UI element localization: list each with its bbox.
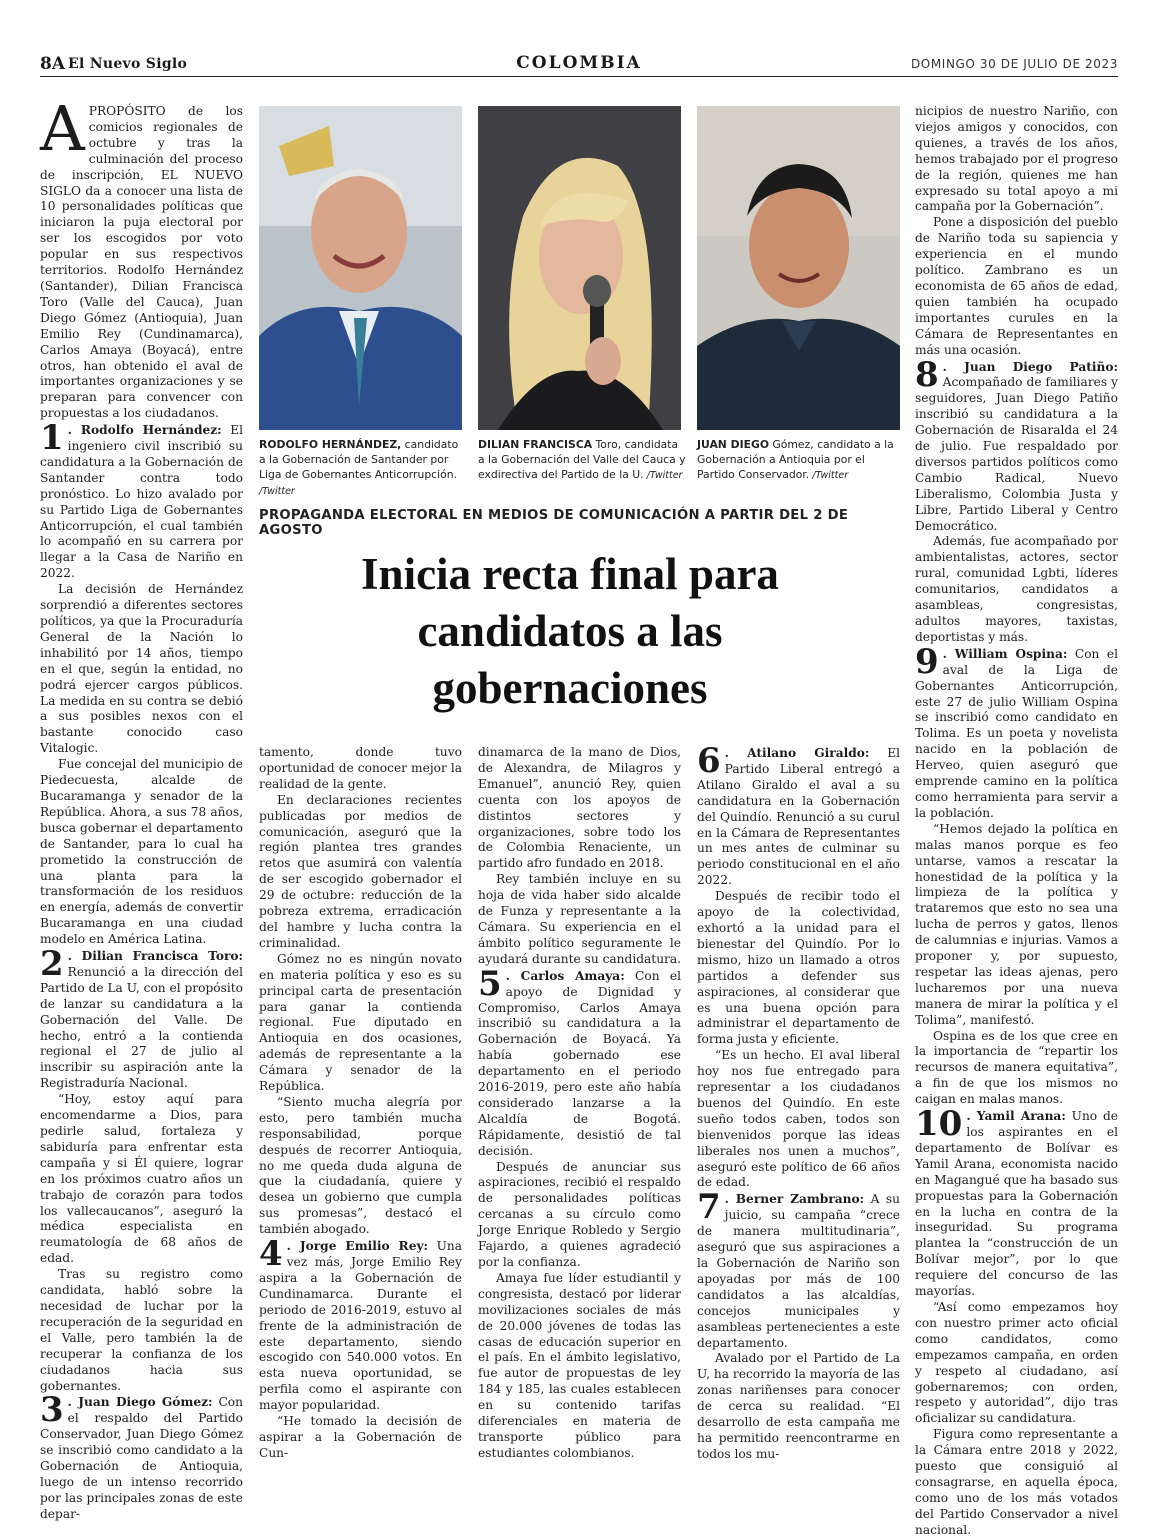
paragraph: “Es un hecho. El aval liberal hoy nos fue entregado para representar a los ciudadanos buenos del Quindío. En este sueño todos caben, todos son bienvenidos porque las ideas liberales nos unen a muchos”, aseguró este político de 66 años de edad. [697, 1048, 900, 1190]
paragraph: nicipios de nuestro Nariño, con viejos amigos y conocidos, con quienes, a través de los años, hemos trabajado por el progreso de la región, quienes me han expresado su total apoyo a mi campaña por la Gobernación”. [915, 104, 1118, 214]
page-header [40, 52, 1118, 77]
intro-paragraph: APROPÓSITO de los comicios regionales de octubre y tras la culminación del proceso de inscripción, EL NUEVO SIGLO da a conocer una lista de 10 personalidades políticas que iniciaron la puja electoral por ser los escogidos por voto popular en sus respectivos territorios. Rodolfo Hernández (Santander), Dilian Francisca Toro (Valle del Cauca), Juan Diego Gómez (Antioquia), Juan Emilio Rey (Cundinamarca), Carlos Amaya (Boyacá), entre otros, han obtenido el aval de importantes organizaciones y se preparan para convencer con propuestas a los ciudadanos. [40, 92, 243, 421]
photo-dilian-francisca-toro [478, 106, 681, 430]
headline: Inicia recta final para candidatos a las gobernaciones [361, 549, 779, 713]
paragraph: En declaraciones recientes publicadas por medios de comunicación, aseguró que la región plantea tres grandes retos que asumirá con valentía de ser escogido gobernador el 29 de octubre: reducción de la pobreza extrema, erradicación del hambre y lucha contra la criminalidad. [259, 792, 462, 950]
paragraph: Además, fue acompañado por ambientalistas, actores, sector rural, comunidad Lgbti, líderes comunitarios, candidatos a asambleas, congresistas, adultos mayores, taxistas, deportistas y más. [915, 534, 1118, 644]
newspaper-name: El Nuevo Siglo [68, 56, 188, 72]
article-column-2 [259, 745, 462, 1460]
paragraph: Fue concejal del municipio de Piedecuesta, alcalde de Bucaramanga y senador de la República. Ahora, a sus 78 años, busca gobernar el departamento de Santander, para lo cual ha prometido la construcción de una planta para la transformación de los residuos en energía, además de convertir Bucaramanga en una ciudad modelo en América Latina. [40, 757, 243, 947]
paragraph: Tras su registro como candidata, habló sobre la necesidad de luchar por la recuperación de la seguridad en el Valle, pero también la de recuperar la confianza de los ciudadanos hacia sus gobernantes. [40, 1267, 243, 1393]
candidate-section-4: 4 . Jorge Emilio Rey: Una vez más, Jorge Emilio Rey aspira a la Gobernación de Cundinamarca. Durante el periodo de 2016-2019, estuvo al frente de la administración de este departamento, siendo escogido con 540.000 votos. En esta nueva oportunidad, se perfila como el aspirante con mayor popularidad. [259, 1234, 462, 1413]
paragraph: “Siento mucha alegría por esto, pero también mucha responsabilidad, porque después de recorrer Antioquia, no me queda duda alguna de que la ciudadanía, quiere y desea un gobierno que cumpla sus promesas”, destacó el también abogado. [259, 1094, 462, 1237]
article-column-1 [40, 92, 243, 1521]
section-title: COLOMBIA [516, 53, 642, 73]
candidate-section-6: 6 . Atilano Giraldo: El Partido Liberal entregó a Atilano Giraldo el aval a su candidatura en la Gobernación del Quindío. Renunció a su curul en la Cámara de Representantes un mes antes de culminar su periodo constitucional en el año 2022. [697, 741, 900, 888]
paragraph: Ospina es de los que cree en la importancia de “repartir los recursos de manera equitativa”, a fin de que los mismos no caigan en malas manos. [915, 1028, 1118, 1107]
paragraph: Amaya fue líder estudiantil y congresista, destacó por liderar movilizaciones sociales de más de 20.000 jóvenes de todas las casas de educación superior en el país. En el ámbito legislativo, fue autor de propuestas de ley 184 y 185, las cuales establecen en su contenido tarifas diferenciales en materia de transporte público para estudiantes colombianos. [478, 1270, 681, 1460]
paragraph: “Hemos dejado la política en malas manos porque es feo untarse, vamos a rescatar la honestidad de la política y la limpieza de la política y trataremos que esto no sea una lucha de perros y gatos, llenos de calumnias e injurias. Vamos a proponer y, por supuesto, respetar las ideas ajenas, pero lucharemos por una nueva manera de mirar la política y el Tolima”, manifestó. [915, 821, 1118, 1027]
paragraph: “Hoy, estoy aquí para encomendarme a Dios, para pedirle salud, fortaleza y sabiduría para enfrentar esta campaña y si Él quiere, lograr en los próximos cuatro años un trabajo de corazón para todos los vallecaucanos”, aseguró la médica especialista en reumatología de 68 años de edad. [40, 1092, 243, 1266]
paragraph: La decisión de Hernández sorprendió a diferentes sectores políticos, ya que la Procuraduría General de la Nación lo inhabilitó por 14 años, tiempo en el que, según la entidad, no podrá ejercer cargos públicos. La medida en su contra se debió a sus posibles nexos con el bastante conocido caso Vitalogic. [40, 582, 243, 756]
paragraph: Gómez no es ningún novato en materia política y eso es su principal carta de presentación para ganar la contienda regional. Fue diputado en Antioquia en dos ocasiones, además de representante a la Cámara y senador de la República. [259, 951, 462, 1094]
paragraph: Pone a disposición del pueblo de Nariño toda su sapiencia y experiencia en el mundo político. Zambrano es un economista de 65 años de edad, quien también ha ocupado importantes curules en la Cámara de Representantes en más una ocasión. [915, 215, 1118, 357]
candidate-section-1: 1 . Rodolfo Hernández: El ingeniero civil inscribió su candidatura a la Gobernación de Santander contra todo pronóstico. Lo hizo avalado por su Partido Liga de Gobernantes Anticorrupción, el cual también lo acompañó en su carrera por llegar a la Casa de Nariño en 2022. [40, 418, 243, 581]
candidate-section-2: 2 . Dilian Francisca Toro: Renunció a la dirección del Partido de La U, con el propósito de lanzar su candidatura a la Gobernación del Valle. De hecho, entró a la contienda regional el 27 de julio al inscribir su aspiración ante la Registraduría Nacional. [40, 944, 243, 1091]
paragraph: Rey también incluye en su hoja de vida haber sido alcalde de Funza y representante a la Cámara. Su experiencia en el ámbito político seguramente le ayudará durante su candidatura. [478, 872, 682, 966]
page-number: 8A [40, 54, 66, 74]
paragraph: Avalado por el Partido de La U, ha recorrido la mayoría de las zonas nariñenses para conocer de cerca su realidad. “El desarrollo de esta campaña me ha permitido reencontrarme en todos los mu- [697, 1351, 900, 1461]
issue-date: DOMINGO 30 DE JULIO DE 2023 [910, 57, 1118, 71]
paragraph: Después de recibir todo el apoyo de la colectividad, exhortó a la unidad para el bienestar del Quindío. Por lo mismo, hizo un llamado a otros partidos a defender sus aspiraciones, al considerar que es una buena opción para administrar el departamento de forma justa y eficiente. [697, 889, 900, 1047]
paragraph: “He tomado la decisión de aspirar a la Gobernación de Cun- [259, 1414, 462, 1460]
paragraph: “Así como empezamos hoy con nuestro primer acto oficial como candidatos, como empezamos campaña, en orden y respeto al ciudadano, así gobernaremos; con orden, respeto y autoridad”, dijo tras oficializar su candidatura. [915, 1299, 1118, 1426]
candidate-section-10: 10 . Yamil Arana: Uno de los aspirantes en el departamento de Bolívar es Yamil Arana, economista nacido en Magangué que ha basado sus propuestas para la Gobernación en la lucha en contra de la inseguridad. Su programa plantea la “construcción de un Bolívar mejor”, por lo que requiere del concurso de las mayorías. [915, 1104, 1118, 1299]
paragraph: dinamarca de la mano de Dios, de Alexandra, de Milagros y Emanuel”, anunció Rey, quien cuenta con los apoyos de distintos sectores y organizaciones, sobre todo los de Colombia Renaciente, un partido afro fundado en 2018. [478, 745, 681, 871]
drop-cap: A [40, 92, 85, 165]
kicker: PROPAGANDA ELECTORAL EN MEDIOS DE COMUNICACIÓN A PARTIR DEL 2 DE AGOSTO [259, 508, 849, 538]
paragraph: Después de anunciar sus aspiraciones, recibió el respaldo de personalidades políticas cercanas a su círculo como Jorge Enrique Robledo y Sergio Fajardo, a quienes agradeció por la confianza. [478, 1159, 681, 1269]
candidate-section-8: 8 . Juan Diego Patiño: Acompañado de familiares y seguidores, Juan Diego Patiño inscribió su candidatura a la Gobernación de Risaralda el 24 de julio. Fue respaldado por diversos partidos políticos como Cambio Radical, Nuevo Liberalismo, Colombia Justa y Libre, Partido Liberal y Centro Democrático. [915, 354, 1118, 533]
photo-rodolfo-hernandez [259, 106, 462, 430]
photo-caption-1: RODOLFO HERNÁNDEZ, candidato a la Gobernación de Santander por Liga de Gobernantes Anticorrupción. /Twitter [259, 438, 459, 497]
candidate-section-7: 7 . Berner Zambrano: A su juicio, su campaña “crece de manera multitudinaria”, aseguró que sus aspiraciones a la Gobernación de Nariño son apoyadas por más de 100 candidatos a las alcaldías, concejos municipales y asambleas pertenecientes a este departamento. [697, 1187, 900, 1350]
paragraph: Figura como representante a la Cámara entre 2018 y 2022, puesto que consiguió al consagrarse, en aquella época, como uno de los más votados del Partido Conservador a nivel nacional. [915, 1427, 1118, 1537]
photo-caption-2: DILIAN FRANCISCA Toro, candidata a la Gobernación del Valle del Cauca y exdirectiva del Partido de la U. /Twitter [478, 438, 686, 481]
candidate-section-5: 5 . Carlos Amaya: Con el apoyo de Dignidad y Compromiso, Carlos Amaya inscribió su candidatura a la Gobernación de Boyacá. Ya había gobernado ese departamento en el periodo 2016-2019, pero este año había considerado lanzarse a la Alcaldía de Bogotá. Rápidamente, desistió de tal decisión. [478, 963, 682, 1158]
paragraph: tamento, donde tuvo oportunidad de conocer mejor la realidad de la gente. [259, 745, 462, 791]
article-column-4 [697, 741, 900, 1461]
article-column-3 [478, 745, 682, 1460]
article-column-5 [915, 104, 1119, 1537]
candidate-section-3: 3 . Juan Diego Gómez: Con el respaldo del Partido Conservador, Juan Diego Gómez se inscribió como candidato a la Gobernación de Antioquia, luego de un intenso recorrido por las principales zonas de este depar- [40, 1390, 243, 1521]
photo-juan-diego-gomez [697, 106, 900, 430]
candidate-section-9: 9 . William Ospina: Con el aval de la Liga de Gobernantes Anticorrupción, este 27 de julio William Ospina se inscribió como candidato en Tolima. Es un poeta y novelista nacido en la población de Herveo, quien aseguró que emprende camino en la política como herramienta para servir a la población. [915, 641, 1119, 820]
photo-caption-3: JUAN DIEGO Gómez, candidato a la Gobernación a Antioquia por el Partido Conservador. /Twitter [697, 438, 894, 481]
